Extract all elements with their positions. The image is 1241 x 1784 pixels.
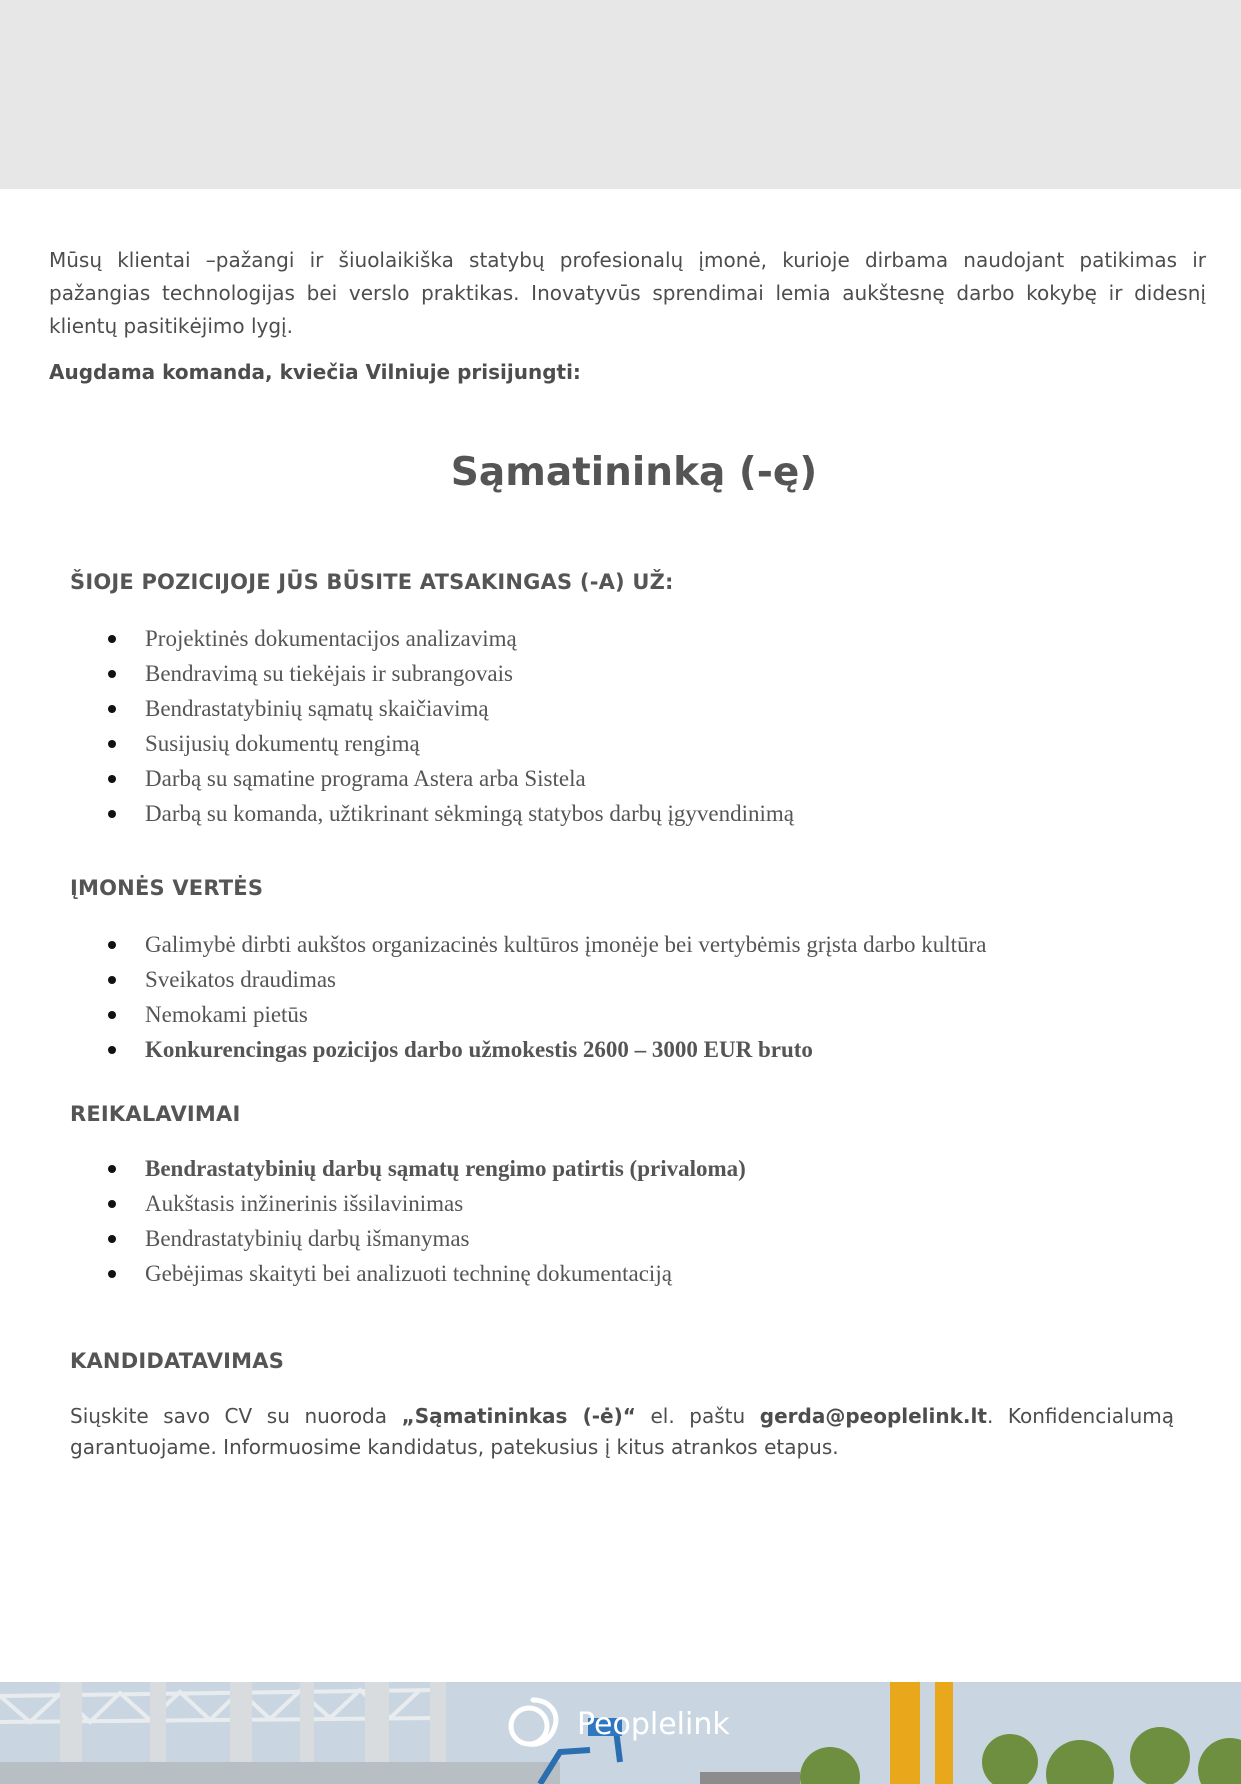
requirements-list [103,1151,746,1291]
list-item: Bendrastatybinių darbų išmanymas [103,1221,746,1256]
footer-banner [0,1682,1241,1784]
job-title: Sąmatininką (-ę) [450,450,818,495]
header-band [0,0,1241,189]
list-item: Nemokami pietūs [103,997,986,1032]
bullet-icon [108,1270,116,1278]
list-item: Bendrastatybinių sąmatų skaičiavimą [103,691,794,726]
brand-name: Peoplelink [577,1706,730,1742]
bullet-icon [108,941,116,949]
values-heading: ĮMONĖS VERTĖS [70,876,264,900]
reference-label: „Sąmatininkas (-ė)“ [401,1404,636,1428]
list-item: Bendravimą su tiekėjais ir subrangovais [103,656,794,691]
contact-email[interactable]: gerda@peoplelink.lt [759,1404,987,1428]
bullet-icon [108,976,116,984]
list-item: Aukštasis inžinerinis išsilavinimas [103,1186,746,1221]
list-item: Galimybė dirbti aukštos organizacinės kultūros įmonėje bei vertybėmis grįsta darbo kultūra [103,927,986,962]
bullet-icon [108,1200,116,1208]
list-item: Gebėjimas skaityti bei analizuoti techninę dokumentaciją [103,1256,746,1291]
bullet-icon [108,1046,116,1054]
application-text: Siųskite savo CV su nuoroda „Sąmatininkas (-ė)“ el. paštu gerda@peoplelink.lt. Konfidencialumą garantuojame. Informuosime kandidatus, patekusius į kitus atrankos etapus. [70,1404,1174,1459]
peoplelink-logo-icon [505,1694,565,1754]
intro-paragraph: Mūsų klientai –pažangi ir šiuolaikiška statybų profesionalų įmonė, kurioje dirbama naudojant patikimas ir pažangias technologijas bei verslo praktikas. Inovatyvūs sprendimai lemia aukštesnę darbo kokybę ir didesnį klientų pasitikėjimo lygį. [49,248,1206,338]
responsibilities-heading: ŠIOJE POZICIJOJE JŪS BŪSITE ATSAKINGAS (-A) UŽ: [70,570,674,594]
application-heading: KANDIDATAVIMAS [70,1349,285,1373]
bullet-icon [108,740,116,748]
requirements-heading: REIKALAVIMAI [70,1102,241,1126]
bullet-icon [108,670,116,678]
list-item: Projektinės dokumentacijos analizavimą [103,621,794,656]
bullet-icon [108,810,116,818]
bullet-icon [108,705,116,713]
list-item: Darbą su komanda, užtikrinant sėkmingą statybos darbų įgyvendinimą [103,796,794,831]
values-list [103,927,986,1067]
responsibilities-list [103,621,794,831]
bullet-icon [108,1235,116,1243]
bullet-icon [108,1165,116,1173]
bullet-icon [108,775,116,783]
bullet-icon [108,1011,116,1019]
list-item: Konkurencingas pozicijos darbo užmokestis 2600 – 3000 EUR bruto [103,1032,986,1067]
list-item: Sveikatos draudimas [103,962,986,997]
list-item: Darbą su sąmatine programa Astera arba Sistela [103,761,794,796]
peoplelink-logo [505,1694,730,1754]
bullet-icon [108,635,116,643]
list-item: Bendrastatybinių darbų sąmatų rengimo patirtis (privaloma) [103,1151,746,1186]
list-item: Susijusių dokumentų rengimą [103,726,794,761]
intro-lead: Augdama komanda, kviečia Vilniuje prisijungti: [49,360,581,384]
